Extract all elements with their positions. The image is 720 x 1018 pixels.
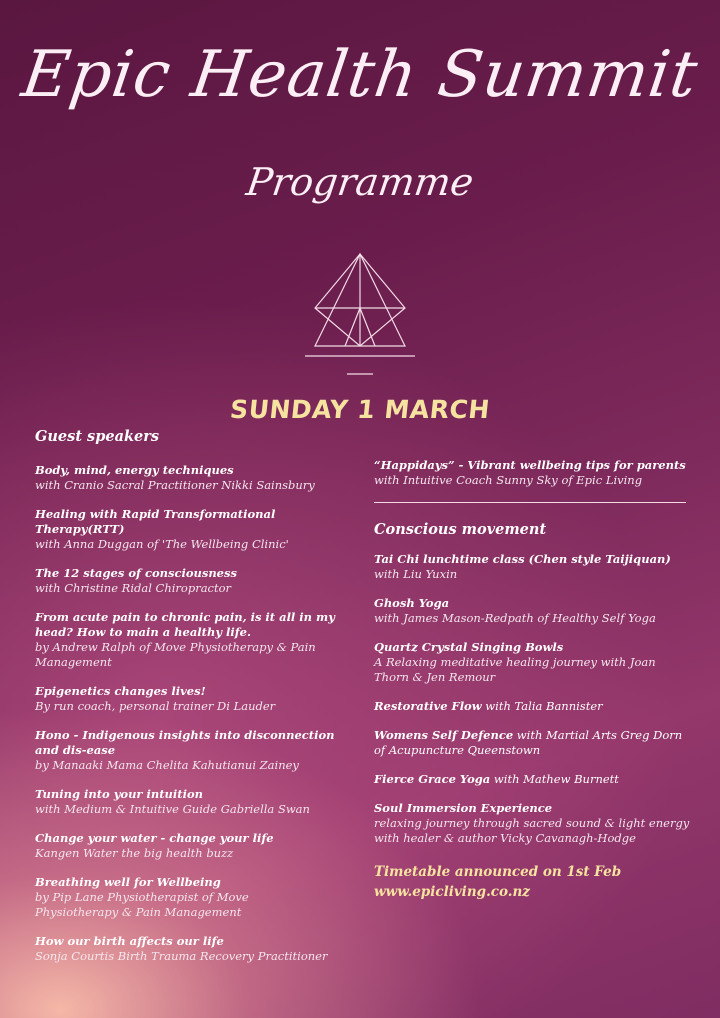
speaker-byline: with Anna Duggan of 'The Wellbeing Clinic' xyxy=(35,537,289,551)
speaker-byline: Kangen Water the big health buzz xyxy=(35,846,234,860)
movement-title: Fierce Grace Yoga xyxy=(374,772,491,786)
speaker-item xyxy=(35,507,335,552)
movement-title: Restorative Flow xyxy=(374,699,482,713)
speaker-item xyxy=(35,684,335,714)
parents-talk-title: “Happidays” - Vibrant wellbeing tips for parents xyxy=(374,458,686,472)
movement-item xyxy=(374,640,694,685)
timetable-note: Timetable announced on 1st Feb xyxy=(374,864,622,880)
speaker-byline: Sonja Courtis Birth Trauma Recovery Practitioner xyxy=(35,949,328,963)
movement-byline: A Relaxing meditative healing journey with Joan Thorn & Jen Remour xyxy=(374,655,656,684)
speaker-talk-title: How our birth affects our life xyxy=(35,934,224,948)
speaker-item xyxy=(35,610,335,670)
movement-item xyxy=(374,801,694,846)
speaker-item xyxy=(35,728,335,773)
movement-title: Soul Immersion Experience xyxy=(374,801,553,815)
speaker-item xyxy=(35,463,335,493)
movement-item xyxy=(374,699,694,714)
event-date: SUNDAY 1 MARCH xyxy=(228,395,492,424)
parents-talk-item xyxy=(374,458,694,488)
speaker-talk-title: Body, mind, energy techniques xyxy=(35,463,234,477)
movement-item xyxy=(374,596,694,626)
movement-title: Quartz Crystal Singing Bowls xyxy=(374,640,564,654)
movement-item xyxy=(374,728,694,758)
speaker-byline: By run coach, personal trainer Di Lauder xyxy=(35,699,276,713)
movement-byline: relaxing journey through sacred sound & light energy with healer & author Vicky Cavanagh-Hodge xyxy=(374,816,690,845)
summit-title: Epic Health Summit xyxy=(17,38,703,112)
speaker-talk-title: Hono - Indigenous insights into disconnection and dis-ease xyxy=(35,728,335,757)
speaker-talk-title: Epigenetics changes lives! xyxy=(35,684,206,698)
section-divider xyxy=(374,502,686,503)
movement-byline: with Liu Yuxin xyxy=(374,567,458,581)
guest-speakers-heading: Guest speakers xyxy=(35,428,160,445)
movement-instructor: with Martial Arts Greg Dorn of Acupuncture Queenstown xyxy=(374,728,683,757)
speaker-talk-title: Tuning into your intuition xyxy=(35,787,203,801)
speaker-item xyxy=(35,875,335,920)
speaker-talk-title: Healing with Rapid Transformational Therapy(RTT) xyxy=(35,507,276,536)
speaker-talk-title: From acute pain to chronic pain, is it all in my head? How to main a healthy life. xyxy=(35,610,335,639)
pyramid-logo-icon xyxy=(305,250,415,380)
movement-title: Tai Chi lunchtime class (Chen style Taijiquan) xyxy=(374,552,671,566)
movement-title: Ghosh Yoga xyxy=(374,596,450,610)
movement-byline: with James Mason-Redpath of Healthy Self Yoga xyxy=(374,611,656,625)
speaker-byline: with Cranio Sacral Practitioner Nikki Sainsbury xyxy=(35,478,315,492)
speaker-byline: by Pip Lane Physiotherapist of Move Physiotherapy & Pain Management xyxy=(35,890,249,919)
speaker-byline: with Medium & Intuitive Guide Gabriella Swan xyxy=(35,802,310,816)
website-link[interactable]: www.epicliving.co.nz xyxy=(374,884,530,900)
programme-subtitle: Programme xyxy=(243,160,477,204)
speaker-item xyxy=(35,831,335,861)
movement-item xyxy=(374,552,694,582)
speaker-byline: with Christine Ridal Chiropractor xyxy=(35,581,232,595)
conscious-movement-heading: Conscious movement xyxy=(374,521,547,538)
movement-instructor: with Talia Bannister xyxy=(481,699,603,713)
guest-speakers-column xyxy=(35,428,335,978)
speaker-byline: by Manaaki Mama Chelita Kahutianui Zainey xyxy=(35,758,299,772)
speaker-item xyxy=(35,787,335,817)
speaker-item xyxy=(35,934,335,964)
speaker-talk-title: The 12 stages of consciousness xyxy=(35,566,237,580)
speaker-byline: by Andrew Ralph of Move Physiotherapy & Pain Management xyxy=(35,640,316,669)
speaker-item xyxy=(35,566,335,596)
movement-title: Womens Self Defence xyxy=(374,728,514,742)
speaker-talk-title: Breathing well for Wellbeing xyxy=(35,875,221,889)
movement-instructor: with Mathew Burnett xyxy=(490,772,619,786)
movement-item xyxy=(374,772,694,787)
parents-talk-byline: with Intuitive Coach Sunny Sky of Epic Living xyxy=(374,473,643,487)
right-column xyxy=(374,458,694,902)
speaker-talk-title: Change your water - change your life xyxy=(35,831,274,845)
footer xyxy=(374,862,694,902)
